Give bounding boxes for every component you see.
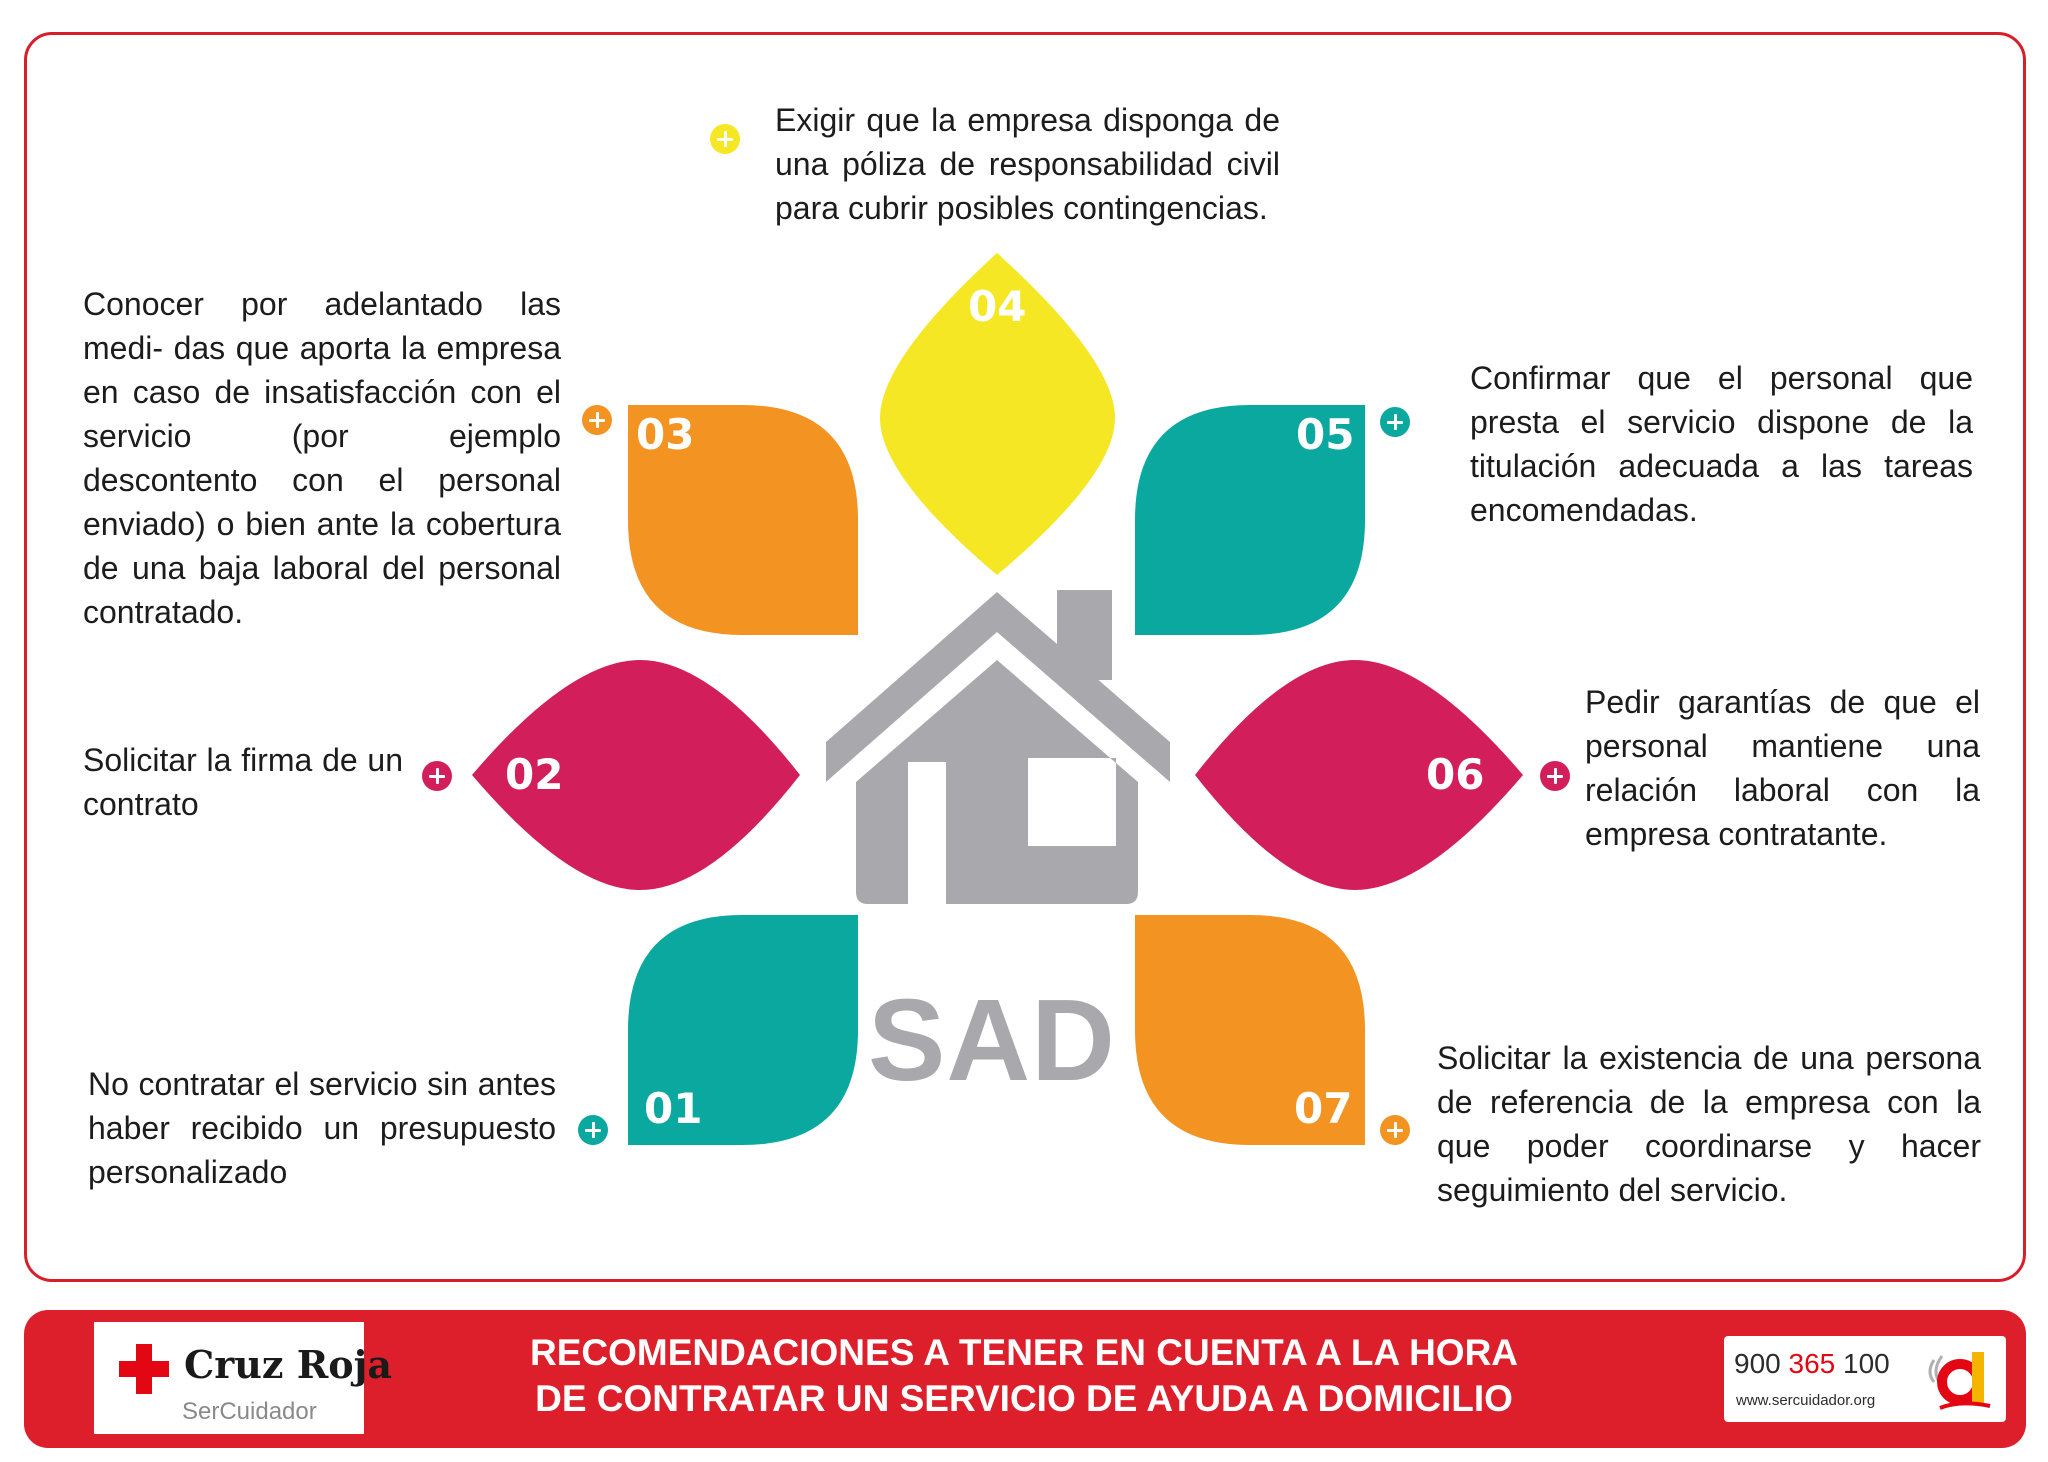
tip-02-text: Solicitar la firma de un contrato [83, 742, 403, 822]
footer-banner [24, 1310, 2026, 1448]
logo-title: Cruz Roja [184, 1342, 392, 1387]
website[interactable]: www.sercuidador.org [1736, 1392, 1876, 1409]
tip-03-text: Conocer por adelantado las medi- das que aporta la empresa en caso de insatisfacción con el servicio (por ejemplo descontento con el personal enviado) o bien ante la cobertura de una baja laboral del personal contratado. [83, 286, 561, 630]
contact-box [1724, 1336, 2006, 1422]
plus-icon [710, 124, 740, 154]
footer-title-line1: RECOMENDACIONES A TENER EN CUENTA A LA HORA [529, 1332, 1519, 1373]
petal-02-number: 02 [505, 750, 564, 799]
tip-04-text: Exigir que la empresa disponga de una póliza de responsabilidad civil para cubrir posibles contingencias. [775, 102, 1280, 226]
cruz-roja-logo [94, 1322, 392, 1434]
tip-05-text: Confirmar que el personal que presta el servicio dispone de la titulación adecuada a las tareas encomendadas. [1470, 360, 1973, 528]
footer-title-line2: DE CONTRATAR UN SERVICIO DE AYUDA A DOMICILIO [535, 1378, 1513, 1419]
plus-icon [1380, 407, 1410, 437]
plus-icon [422, 761, 452, 791]
tip-07-text: Solicitar la existencia de una persona de referencia de la empresa con la que poder coordinarse y hacer seguimiento del servicio. [1437, 1040, 1981, 1208]
petal-06-number: 06 [1426, 750, 1485, 799]
center-label: SAD [868, 975, 1116, 1105]
plus-icon [578, 1115, 608, 1145]
tip-06-text: Pedir garantías de que el personal mantiene una relación laboral con la empresa contratante. [1585, 684, 1980, 852]
plus-icon [582, 405, 612, 435]
petal-01-number: 01 [644, 1084, 703, 1133]
sercuidador-logo-icon [1920, 1342, 2000, 1416]
footer-title [424, 1330, 1624, 1422]
house-icon [826, 590, 1170, 904]
plus-icon [1380, 1115, 1410, 1145]
petal-04-number: 04 [968, 282, 1027, 331]
petal-03-number: 03 [636, 410, 695, 459]
phone-number: 900 365 100 [1734, 1348, 1890, 1379]
logo-subtitle: SerCuidador [182, 1398, 317, 1425]
tip-01-text: No contratar el servicio sin antes haber recibido un presupuesto personalizado [88, 1066, 556, 1190]
petal-07-number: 07 [1294, 1084, 1353, 1133]
petal-05-number: 05 [1296, 410, 1355, 459]
plus-icon [1540, 761, 1570, 791]
